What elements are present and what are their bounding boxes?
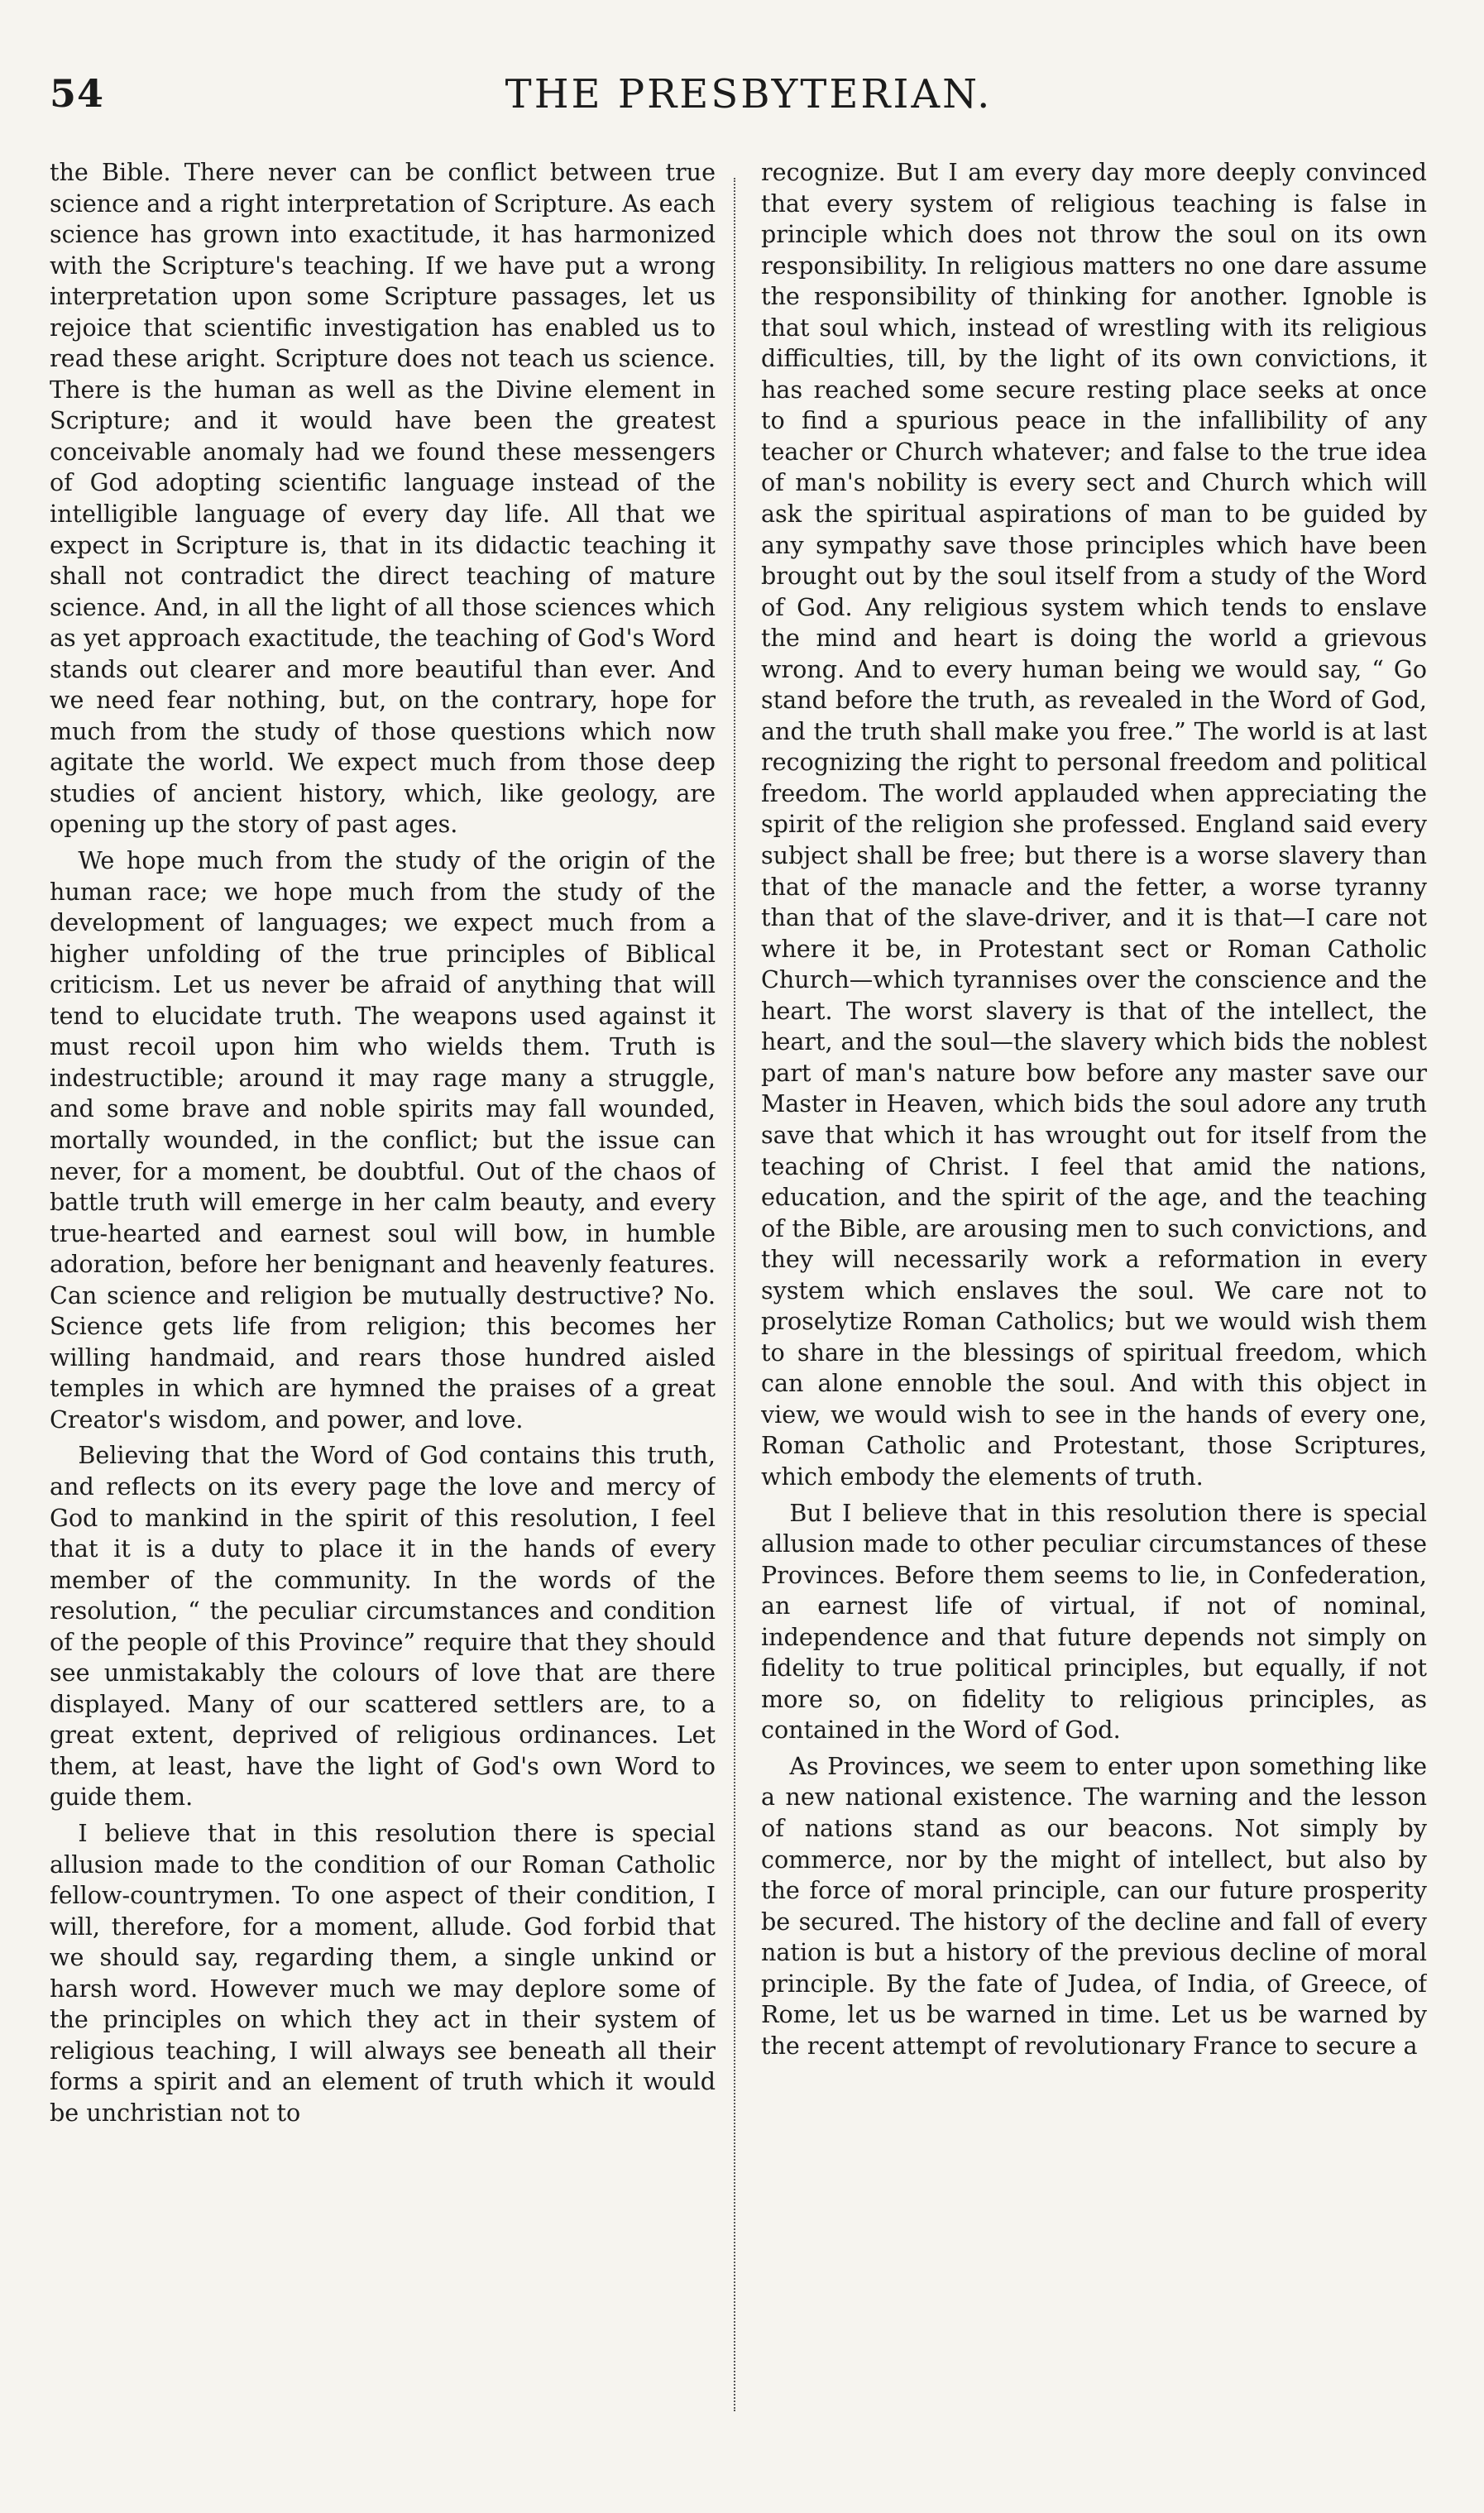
paragraph: Believing that the Word of God contains this truth, and reflects on its every page the love and mercy of God to mankind in the spirit of this resolution, I feel that it is a duty to place it in the hands of every member of the community. In the words of the resolution, “ the peculiar circumstances and condition of the people of this Province” require that they should see unmistakably the colours of love that are there displayed. Many of our scattered settlers are, to a great extent, deprived of religious ordinances. Let them, at least, have the light of God's own Word to guide them. [50,1441,716,1812]
paragraph: recognize. But I am every day more deeply convinced that every system of religious teaching is false in principle which does not throw the soul on its own responsibility. In religious matters no one dare assume the responsibility of thinking for another. Ignoble is that soul which, instead of wrestling with its religious difficulties, till, by the light of its own convictions, it has reached some secure resting place seeks at once to find a spurious peace in the infallibility of any teacher or Church whatever; and false to the true idea of man's nobility is every sect and Church which will ask the spiritual aspirations of man to be guided by any sympathy save those principles which have been brought out by the soul itself from a study of the Word of God. Any religious system which tends to enslave the mind and heart is doing the world a grievous wrong. And to every human being we would say, “ Go stand before the truth, as revealed in the Word of God, and the truth shall make you free.” The world is at last recognizing the right to personal freedom and political freedom. The world applauded when appreciating the spirit of the religion she professed. England said every subject shall be free; but there is a worse slavery than that of the manacle and the fetter, a worse tyranny than that of the slave-driver, and it is that—I care not where it be, in Protestant sect or Roman Catholic Church—which tyrannises over the conscience and the heart. The worst slavery is that of the intellect, the heart, and the soul—the slavery which bids the noblest part of man's nature bow before any master save our Master in Heaven, which bids the soul adore any truth save that which it has wrought out for itself from the teaching of Christ. I feel that amid the nations, education, and the spirit of the age, and the teaching of the Bible, are arousing men to such convictions, and they will necessarily work a reformation in every system which enslaves the soul. We care not to proselytize Roman Catholics; but we would wish them to share in the blessings of spiritual freedom, which can alone ennoble the soul. And with this object in view, we would wish to see in the hands of every one, Roman Catholic and Protestant, those Scriptures, which embody the elements of truth. [761,158,1427,1491]
page-number: 54 [50,71,105,116]
column-divider [734,178,735,2411]
paragraph: As Provinces, we seem to enter upon something like a new national existence. The warning and the lesson of nations stand as our beacons. Not simply by commerce, nor by the might of intellect, but also by the force of moral principle, can our future prosperity be secured. The history of the decline and fall of every nation is but a history of the previous decline of moral principle. By the fate of Judea, of India, of Greece, of Rome, let us be warned in time. Let us be warned by the recent attempt of revolutionary France to secure a [761,1751,1427,2060]
paragraph: the Bible. There never can be conflict between true science and a right interpretation of Scripture. As each science has grown into exactitude, it has harmonized with the Scripture's teaching. If we have put a wrong interpretation upon some Scripture passages, let us rejoice that scientific investigation has enabled us to read these aright. Scripture does not teach us science. There is the human as well as the Divine element in Scripture; and it would have been the greatest conceivable anomaly had we found these messengers of God adopting scientific language instead of the intelligible language of every day life. All that we expect in Scripture is, that in its didactic teaching it shall not contradict the direct teaching of mature science. And, in all the light of all those sciences which as yet approach exactitude, the teaching of God's Word stands out clearer and more beautiful than ever. And we need fear nothing, but, on the contrary, hope for much from the study of those questions which now agitate the world. We expect much from those deep studies of ancient history, which, like geology, are opening up the story of past ages. [50,158,716,839]
left-column [50,157,716,2465]
paragraph: I believe that in this resolution there is special allusion made to the condition of our Roman Catholic fellow-countrymen. To one aspect of their condition, I will, therefore, for a moment, allude. God forbid that we should say, regarding them, a single unkind or harsh word. However much we may deplore some of the principles on which they act in their system of religious teaching, I will always see beneath all their forms a spirit and an element of truth which it would be unchristian not to [50,1818,716,2127]
paragraph: But I believe that in this resolution there is special allusion made to other peculiar circumstances of these Provinces. Before them seems to lie, in Confederation, an earnest life of virtual, if not of nominal, independence and that future depends not simply on fidelity to true political principles, but equally, if not more so, on fidelity to religious principles, as contained in the Word of God. [761,1498,1427,1745]
page-header [50,71,1448,129]
running-head: THE PRESBYTERIAN. [505,71,993,117]
right-column [761,157,1427,2465]
paragraph: We hope much from the study of the origin of the human race; we hope much from the study of the development of languages; we expect much from a higher unfolding of the true principles of Biblical criticism. Let us never be afraid of anything that will tend to elucidate truth. The weapons used against it must recoil upon him who wields them. Truth is indestructible; around it may rage many a struggle, and some brave and noble spirits may fall wounded, mortally wounded, in the conflict; but the issue can never, for a moment, be doubtful. Out of the chaos of battle truth will emerge in her calm beauty, and every true-hearted and earnest soul will bow, in humble adoration, before her benignant and heavenly features. Can science and religion be mutually destructive? No. Science gets life from religion; this becomes her willing handmaid, and rears those hundred aisled temples in which are hymned the praises of a great Creator's wisdom, and power, and love. [50,846,716,1434]
